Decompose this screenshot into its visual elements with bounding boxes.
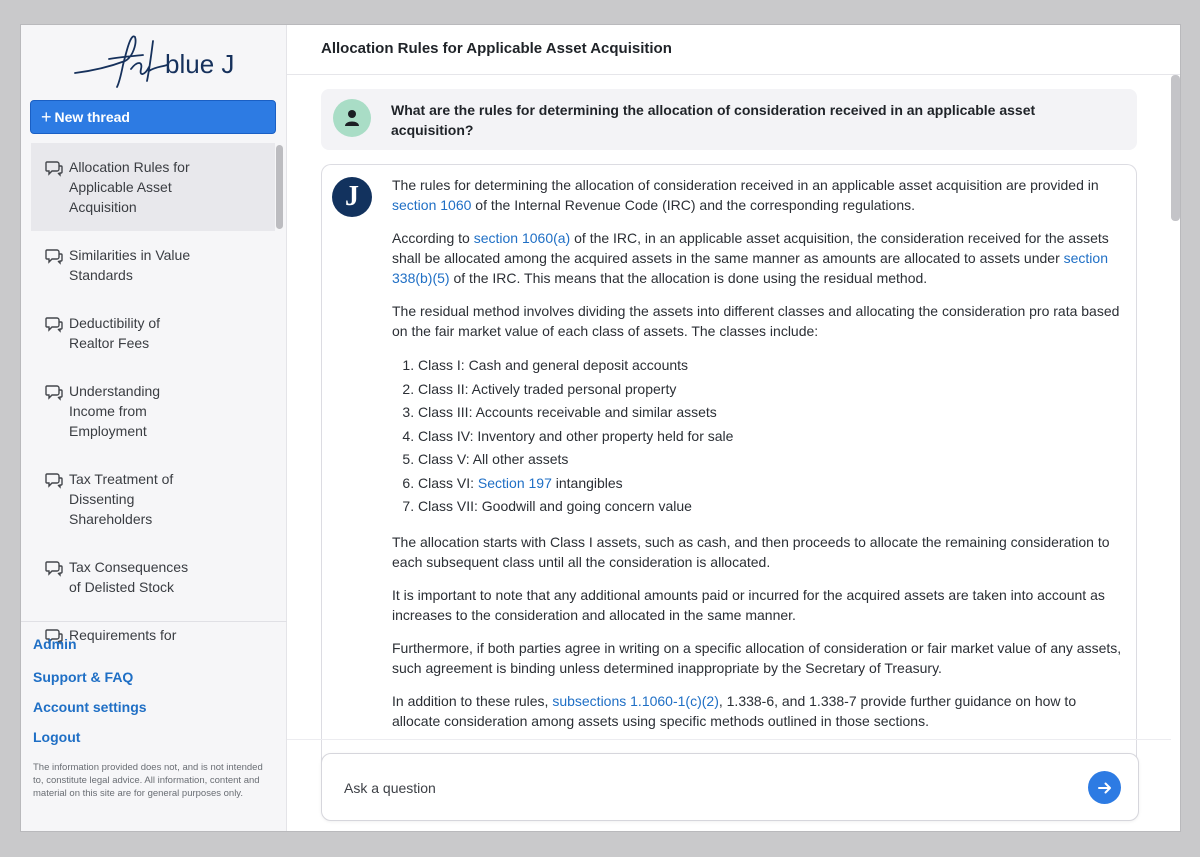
list-item [418, 472, 1128, 496]
answer-text: , 1.338-6, and 1.338-7 provide further guidance on how to allocate consideration among assets using specific methods outlined in those sections. [392, 692, 1077, 729]
section-197-link[interactable]: Section 197 [477, 474, 552, 491]
main-panel [287, 25, 1180, 831]
thread-item[interactable] [31, 143, 275, 231]
answer-paragraph: The residual method involves dividing the assets into different classes and allocating the consideration pro rata based on the fair market value of each class of assets. The classes include: [392, 303, 1120, 339]
list-item: 3. Class III: Accounts receivable and similar assets [418, 401, 1128, 425]
avatar [333, 99, 371, 137]
thread-label: Tax Consequences of Delisted Stock [69, 559, 189, 595]
send-button[interactable] [1088, 771, 1121, 804]
answer-text: of the Internal Revenue Code (IRC) and the corresponding regulations. [471, 197, 916, 213]
page-title: Allocation Rules for Applicable Asset Acquisition [321, 40, 672, 57]
main-scrollbar[interactable] [1171, 75, 1180, 221]
thread-item[interactable] [31, 299, 275, 367]
list-item: 2. Class II: Actively traded personal property [418, 378, 1128, 402]
user-question [321, 89, 1137, 150]
chat-bubble-icon [45, 471, 63, 489]
logout-link[interactable]: Logout [33, 729, 81, 745]
app-window [20, 24, 1181, 832]
section-1060-link[interactable]: section 1060 [392, 197, 472, 213]
section-1060a-link[interactable]: section 1060(a) [473, 230, 571, 246]
answer-body [392, 175, 1128, 744]
ask-blue-j-logo[interactable] [73, 31, 243, 89]
new-thread-button[interactable] [30, 100, 276, 134]
list-item: 7. Class VII: Goodwill and going concern value [418, 495, 1128, 519]
main-header [287, 25, 1180, 75]
asset-class-list [392, 354, 1128, 519]
sidebar [21, 25, 287, 831]
answer-text: of the IRC, in an applicable asset acquisition, the consideration received for the assets shall be allocated among the acquired assets in the same manner as amounts are allocated to assets under [392, 230, 1109, 266]
answer-paragraph: Furthermore, if both parties agree in writing on a specific allocation of consideration or fair market value of any assets, such agreement is binding unless determined inappropriate by the Secretary of Treasury. [392, 639, 1122, 676]
assistant-answer [321, 164, 1137, 784]
account-settings-link[interactable]: Account settings [33, 699, 147, 715]
legal-disclaimer: The information provided does not, and is not intended to, constitute legal advice. All information, content and material on this site are for general purposes only. [33, 762, 263, 799]
footer-divider [287, 739, 1171, 740]
chat-bubble-icon [45, 559, 63, 577]
chat-bubble-icon [45, 315, 63, 333]
answer-paragraph [392, 175, 1128, 215]
chat-bubble-icon [45, 247, 63, 265]
thread-label: Deductibility of Realtor Fees [69, 315, 161, 351]
answer-paragraph [392, 228, 1128, 288]
question-text: What are the rules for determining the allocation of consideration received in an applicable asset acquisition? [391, 102, 1036, 138]
thread-item[interactable] [31, 455, 275, 543]
section-338b5-link[interactable]: section 338(b)(5) [392, 250, 1108, 286]
answer-paragraph: The allocation starts with Class I assets, such as cash, and then proceeds to allocate the remaining consideration to each subsequent class until all the consideration is allocated. [392, 533, 1110, 570]
answer-text: In addition to these rules, [392, 692, 553, 709]
thread-label: Similarities in Value Standards [69, 247, 191, 283]
list-item: 4. Class IV: Inventory and other property held for sale [418, 425, 1128, 449]
thread-label: Allocation Rules for Applicable Asset Acquisition [69, 159, 190, 215]
ask-box [321, 753, 1139, 821]
thread-label: Tax Treatment of Dissenting Shareholders [69, 471, 174, 527]
answer-text: According to [392, 230, 474, 246]
thread-label: Requirements for [69, 627, 177, 643]
svg-text:blue J: blue J [165, 49, 235, 79]
answer-paragraph [392, 691, 1128, 731]
support-faq-link[interactable]: Support & FAQ [33, 669, 134, 685]
thread-label: Understanding Income from Employment [69, 383, 161, 439]
subsection-1-1060-1-link[interactable]: subsections 1.1060-1(c)(2) [552, 692, 719, 709]
arrow-right-icon [1096, 779, 1114, 797]
answer-text: The rules for determining the allocation of consideration received in an applicable asset acquisition are provided in [392, 177, 1099, 193]
answer-text: Class VI: [418, 474, 478, 491]
chat-bubble-icon [45, 159, 63, 177]
thread-item[interactable] [31, 231, 275, 299]
blue-j-avatar-icon: J [332, 177, 372, 217]
admin-link[interactable]: Admin [33, 636, 77, 652]
chat-bubble-icon [45, 383, 63, 401]
ask-question-input[interactable] [344, 776, 1044, 800]
answer-paragraph: It is important to note that any additional amounts paid or incurred for the acquired assets are taken into account as increases to the consideration and allocated in the same manner. [392, 586, 1105, 623]
sidebar-divider [21, 621, 287, 622]
answer-text: intangibles [551, 474, 623, 491]
new-thread-label: New thread [54, 109, 130, 125]
thread-item[interactable] [31, 543, 275, 611]
answer-text: of the IRC. This means that the allocation is done using the residual method. [449, 270, 928, 286]
thread-item[interactable] [31, 367, 275, 455]
thread-list [21, 143, 287, 643]
list-item: 1. Class I: Cash and general deposit accounts [418, 354, 1128, 378]
sidebar-scrollbar[interactable] [276, 145, 283, 229]
person-icon [344, 109, 360, 127]
plus-icon: + [41, 107, 52, 127]
list-item: 5. Class V: All other assets [418, 448, 1128, 472]
